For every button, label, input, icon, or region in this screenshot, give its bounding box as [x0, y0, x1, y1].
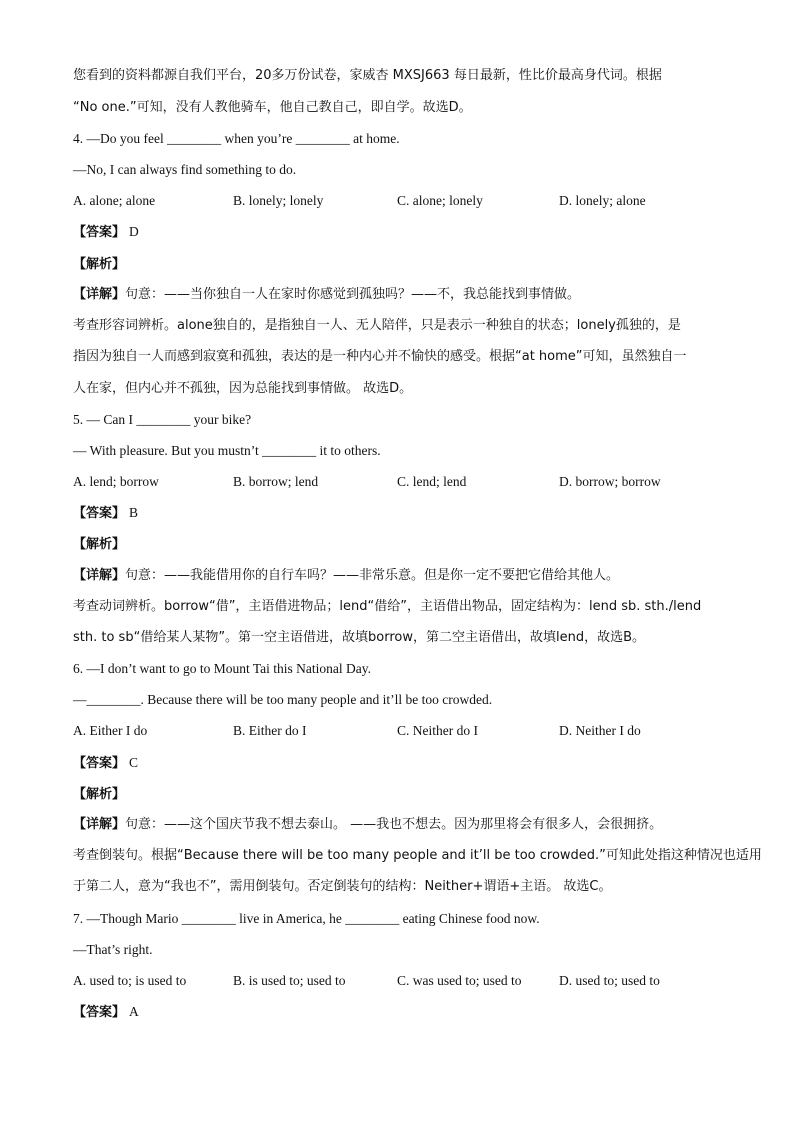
detail-label: 【详解】 — [73, 568, 126, 583]
intro-line-2: “No one.”可知，没有人教他骑车，他自己教自己，即自学。故选D。 — [73, 100, 472, 115]
detail-text: 句意：——当你独自一人在家时你感觉到孤独吗？——不，我总能找到事情做。 — [125, 287, 581, 302]
question-5-detail-3: sth. to sb“借给某人某物”。第一空主语借进，故填borrow，第二空主语借出，故填lend，故选B。 — [73, 630, 646, 645]
question-7-answer — [73, 1002, 723, 1023]
option-b: B. lonely; lonely — [233, 193, 324, 208]
answer-value: A — [129, 1004, 139, 1019]
option-c: C. was used to; used to — [397, 973, 522, 988]
option-a: A. lend; borrow — [73, 474, 159, 489]
detail-label: 【详解】 — [73, 287, 126, 302]
answer-label: 【答案】 — [73, 225, 126, 240]
analysis-label: 【解析】 — [73, 257, 126, 272]
answer-value: B — [129, 505, 139, 520]
answer-label: 【答案】 — [73, 1005, 126, 1020]
question-4-detail-4: 人在家，但内心并不孤独，因为总能找到事情做。 故选D。 — [73, 381, 413, 396]
analysis-label: 【解析】 — [73, 537, 126, 552]
option-d: D. Neither I do — [559, 723, 641, 738]
question-4-stem: 4. —Do you feel ________ when you’re ________ at home. — [73, 131, 400, 146]
question-6-options — [73, 721, 723, 741]
answer-value: D — [129, 224, 139, 239]
option-d: D. borrow; borrow — [559, 474, 661, 489]
option-b: B. borrow; lend — [233, 474, 319, 489]
answer-label: 【答案】 — [73, 506, 126, 521]
question-5-detail-1 — [73, 566, 723, 586]
question-5-options — [73, 472, 723, 492]
question-5-analysis-heading — [73, 534, 723, 555]
option-a: A. Either I do — [73, 723, 148, 738]
option-a: A. used to; is used to — [73, 973, 187, 988]
option-b: B. is used to; used to — [233, 973, 346, 988]
question-7-reply: —That’s right. — [73, 942, 153, 957]
question-5-answer — [73, 503, 723, 524]
analysis-label: 【解析】 — [73, 787, 126, 802]
question-7-options — [73, 971, 723, 991]
question-4-detail-2: 考查形容词辨析。alone独自的，是指独自一人、无人陪伴，只是表示一种独自的状态；lonely孤独的，是 — [73, 318, 681, 333]
question-6-analysis-heading — [73, 784, 723, 805]
question-4-options — [73, 191, 723, 211]
question-7-stem: 7. —Though Mario ________ live in America, he ________ eating Chinese food now. — [73, 911, 540, 926]
question-5-detail-2: 考查动词辨析。borrow“借”，主语借进物品；lend“借给”，主语借出物品，固定结构为：lend sb. sth./lend — [73, 599, 702, 614]
detail-label: 【详解】 — [73, 817, 126, 832]
option-c: C. Neither do I — [397, 723, 478, 738]
option-d: D. used to; used to — [559, 973, 660, 988]
answer-label: 【答案】 — [73, 756, 126, 771]
question-4-detail-1 — [73, 285, 723, 305]
question-4-reply: —No, I can always find something to do. — [73, 162, 297, 177]
question-4-detail-3: 指因为独自一人而感到寂寞和孤独，表达的是一种内心并不愉快的感受。根据“at home”可知，虽然独自一 — [73, 349, 687, 364]
question-6-detail-3: 于第二人，意为“我也不”，需用倒装句。否定倒装句的结构：Neither+谓语+主语。 故选C。 — [73, 879, 612, 894]
question-6-detail-1 — [73, 815, 723, 835]
question-4-analysis-heading — [73, 254, 723, 275]
question-6-detail-2: 考查倒装句。根据“Because there will be too many people and it’ll be too crowded.”可知此处指这种情况也适用 — [73, 848, 762, 863]
option-a: A. alone; alone — [73, 193, 156, 208]
question-6-answer — [73, 753, 723, 774]
question-6-stem: 6. —I don’t want to go to Mount Tai this National Day. — [73, 661, 372, 676]
option-c: C. alone; lonely — [397, 193, 483, 208]
question-6-reply: —________. Because there will be too many people and it’ll be too crowded. — [73, 692, 493, 707]
intro-line-1: 您看到的资料都源自我们平台，20多万份试卷，家威杏 MXSJ663 每日最新，性比价最高身代词。根据 — [73, 68, 662, 83]
question-4-answer — [73, 222, 723, 243]
option-d: D. lonely; alone — [559, 193, 646, 208]
question-5-reply: — With pleasure. But you mustn’t ________ it to others. — [73, 443, 381, 458]
detail-text: 句意：——这个国庆节我不想去泰山。 ——我也不想去。因为那里将会有很多人，会很拥挤。 — [125, 817, 663, 832]
detail-text: 句意：——我能借用你的自行车吗？——非常乐意。但是你一定不要把它借给其他人。 — [125, 568, 620, 583]
option-b: B. Either do I — [233, 723, 307, 738]
answer-value: C — [129, 755, 139, 770]
option-c: C. lend; lend — [397, 474, 467, 489]
question-5-stem: 5. — Can I ________ your bike? — [73, 412, 252, 427]
